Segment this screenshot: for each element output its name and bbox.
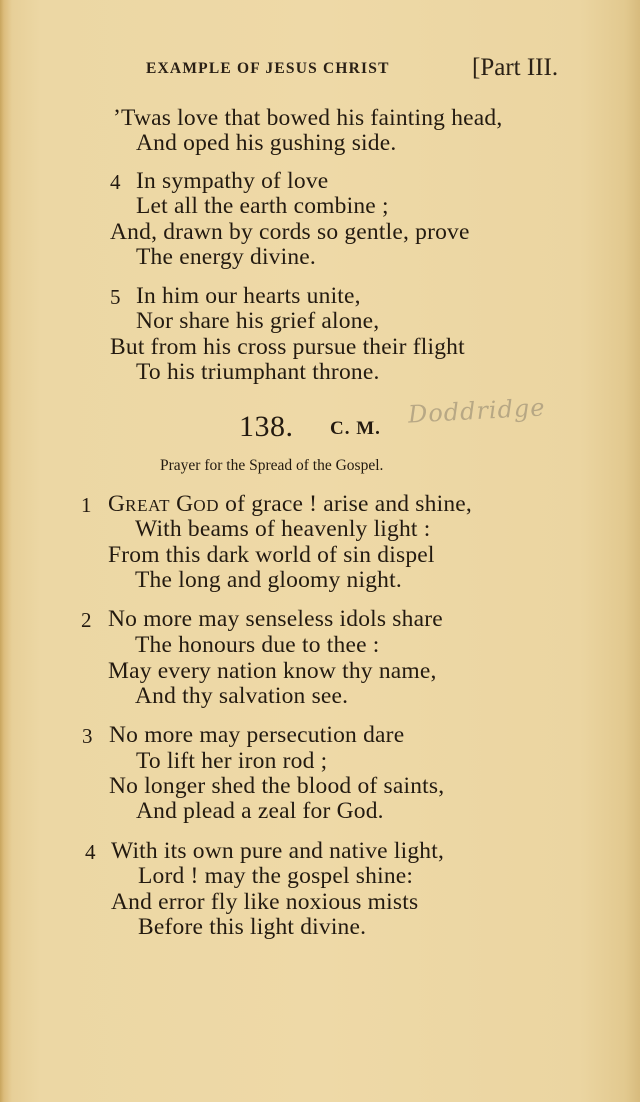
verse-line: Let all the earth combine ; bbox=[136, 193, 389, 219]
verse-line: May every nation know thy name, bbox=[108, 658, 437, 684]
verse-line: No more may senseless idols share bbox=[108, 606, 443, 632]
verse-line: And, drawn by cords so gentle, prove bbox=[110, 219, 470, 245]
verse-line: To lift her iron rod ; bbox=[136, 748, 328, 774]
verse-line: To his triumphant throne. bbox=[136, 359, 380, 385]
hymn-title: Prayer for the Spread of the Gospel. bbox=[160, 457, 384, 474]
stanza-number: 4 bbox=[110, 170, 121, 194]
verse-line: The long and gloomy night. bbox=[135, 567, 402, 593]
verse-line: ’Twas love that bowed his fainting head, bbox=[113, 105, 503, 131]
verse-line: And thy salvation see. bbox=[135, 683, 349, 709]
running-title: EXAMPLE OF JESUS CHRIST bbox=[146, 60, 390, 77]
verse-line: Before this light divine. bbox=[138, 914, 367, 940]
stanza-number: 4 bbox=[85, 840, 96, 864]
verse-line: In him our hearts unite, bbox=[136, 283, 361, 309]
verse-line: But from his cross pursue their flight bbox=[110, 334, 465, 360]
verse-line: No longer shed the blood of saints, bbox=[109, 773, 445, 799]
verse-line: In sympathy of love bbox=[136, 168, 329, 194]
verse-line: And error fly like noxious mists bbox=[111, 889, 419, 915]
verse-line: The energy divine. bbox=[136, 244, 317, 270]
verse-line: Lord ! may the gospel shine: bbox=[138, 863, 414, 889]
part-label: [Part III. bbox=[472, 54, 559, 81]
hymn-meter: C. M. bbox=[330, 418, 381, 439]
handwritten-annotation: Doddridge bbox=[407, 393, 547, 429]
hymn-number: 138. bbox=[239, 410, 294, 443]
drop-cap-word: G bbox=[108, 491, 126, 517]
verse-line-first: GREAT GOD of grace ! arise and shine, bbox=[108, 491, 472, 517]
stanza-number: 5 bbox=[110, 285, 121, 309]
verse-line: And plead a zeal for God. bbox=[136, 798, 384, 824]
verse-line: No more may persecution dare bbox=[109, 722, 405, 748]
stanza-number: 1 bbox=[81, 493, 92, 517]
stanza-number: 3 bbox=[82, 724, 93, 748]
verse-line: Nor share his grief alone, bbox=[136, 308, 380, 334]
verse-line: From this dark world of sin dispel bbox=[108, 542, 435, 568]
verse-line: The honours due to thee : bbox=[135, 632, 380, 658]
verse-line: And oped his gushing side. bbox=[136, 130, 397, 156]
verse-line: With its own pure and native light, bbox=[111, 838, 445, 864]
stanza-number: 2 bbox=[81, 608, 92, 632]
verse-line: With beams of heavenly light : bbox=[135, 516, 431, 542]
